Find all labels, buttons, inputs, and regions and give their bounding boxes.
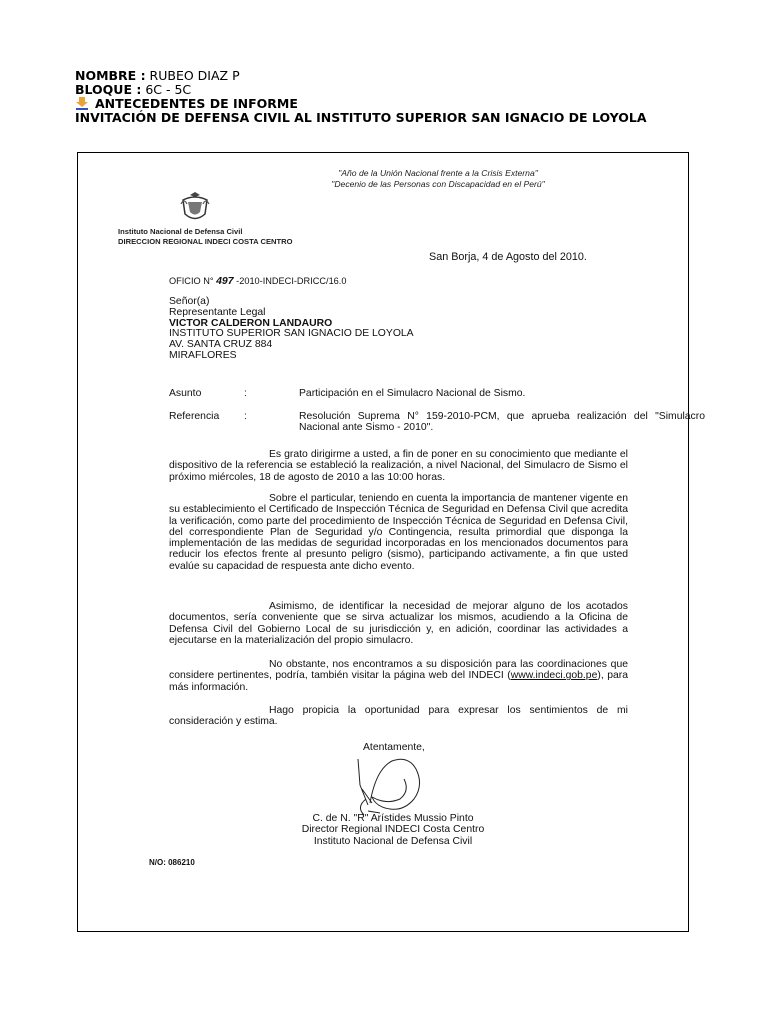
subtitle: INVITACIÓN DE DEFENSA CIVIL AL INSTITUTO SUPERIOR SAN IGNACIO DE LOYOLA [75, 110, 647, 125]
paragraph-1-text: Es grato dirigirme a usted, a fin de poner en su conocimiento que mediante el dispositivo de la referencia se estableció la realización, a nivel Nacional, del Simulacro de Sismo el próximo miércoles, 18 de agosto de 2010 a las 10:00 horas. [169, 449, 628, 483]
block-line [75, 83, 191, 97]
recipient-street: AV. SANTA CRUZ 884 [169, 339, 273, 351]
oficio-suffix: -2010-INDECI-DRICC/16.0 [236, 276, 347, 286]
paragraph-4-text-a: No obstante, nos encontramos a su disposición para las coordinaciones que considere pertinentes, podría, también visitar la página web del INDECI ( [169, 659, 628, 682]
oficio-line [169, 276, 346, 287]
paragraph-4 [169, 659, 628, 693]
letter-frame [77, 152, 705, 932]
paragraph-5-text: Hago propicia la oportunidad para expresar los sentimientos de mi consideración y estima. [169, 705, 628, 728]
signer-block [293, 813, 493, 847]
handwritten-signature [346, 755, 436, 819]
indeci-website-link[interactable]: www.indeci.gob.pe [510, 670, 598, 682]
recipient-role: Representante Legal [169, 306, 266, 318]
section-title: ANTECEDENTES DE INFORME [95, 96, 298, 111]
asunto-value: Participación en el Simulacro Nacional de Sismo. [299, 388, 526, 399]
paragraph-5 [169, 705, 628, 728]
motto-line-2: "Decenio de las Personas con Discapacidad en el Perú" [331, 178, 545, 189]
subtitle-line [75, 111, 647, 125]
recipient-block [169, 297, 414, 362]
coat-of-arms-icon [180, 190, 210, 224]
recipient-salutation: Señor(a) [169, 296, 210, 307]
paragraph-4-text-b: ), para más información. [169, 670, 629, 693]
name-line [75, 69, 240, 83]
referencia-colon: : [244, 411, 247, 422]
motto-line-1: "Año de la Unión Nacional frente a la Crisis Externa" [338, 168, 538, 178]
reference-number: N/O: 086210 [149, 858, 195, 867]
signer-title: Director Regional INDECI Costa Centro [301, 824, 485, 836]
section-title-line [75, 97, 298, 111]
recipient-institution: INSTITUTO SUPERIOR SAN IGNACIO DE LOYOLA [169, 328, 414, 340]
block-label: BLOQUE : [75, 82, 142, 97]
referencia-label: Referencia [169, 411, 220, 422]
direction-name: DIRECCION REGIONAL INDECI COSTA CENTRO [118, 236, 293, 246]
signer-name: C. de N. "R" Arístides Mussio Pinto [312, 813, 474, 824]
name-label: NOMBRE : [75, 68, 146, 83]
oficio-number: 497 [216, 275, 234, 287]
paragraph-2-text: Sobre el particular, teniendo en cuenta la importancia de mantener vigente en su establecimiento el Certificado de Inspección Técnica de Seguridad en Defensa Civil que acredita la verificación, como parte del procedimiento de Inspección Técnica de Seguridad en Defensa Civil, del correspondiente Plan de Seguridad y/o Contingencia, resulta primordial que disponga la implementación de las medidas de seguridad incorporadas en los mencionados documentos para reducir los efectos frente al presunto peligro (sismo), participando activamente, a fin que usted evalúe su capacidad de respuesta ante dicho evento. [169, 493, 628, 572]
oficio-prefix: OFICIO N° [169, 276, 214, 286]
referencia-value: Resolución Suprema N° 159-2010-PCM, que aprueba realización del "Simulacro Nacional ante Sismo - 2010". [299, 411, 705, 434]
arrow-bullet-icon [75, 97, 89, 110]
recipient-district: MIRAFLORES [169, 349, 237, 361]
paragraph-3-text: Asimismo, de identificar la necesidad de mejorar alguno de los acotados documentos, sería conveniente que se sirva actualizar los mismos, acudiendo a la Oficina de Defensa Civil del Gobierno Local de su jurisdicción y, en adición, coordinar las actividades a ejecutarse en la materialización del propio simulacro. [169, 601, 628, 646]
name-value: RUBEO DIAZ P [145, 68, 240, 83]
asunto-label: Asunto [169, 388, 202, 399]
closing: Atentamente, [363, 742, 425, 753]
institution-block [118, 227, 293, 246]
paragraph-3 [169, 601, 628, 646]
paragraph-2 [169, 493, 628, 572]
institution-name: Instituto Nacional de Defensa Civil [118, 227, 243, 236]
asunto-colon: : [244, 388, 247, 399]
recipient-name: VICTOR CALDERON LANDAURO [169, 317, 333, 329]
place-date: San Borja, 4 de Agosto del 2010. [429, 251, 587, 263]
block-value: 6C - 5C [141, 82, 192, 97]
paragraph-1 [169, 449, 628, 483]
motto [288, 168, 588, 189]
signer-institution: Instituto Nacional de Defensa Civil [313, 835, 473, 847]
letter-body [78, 153, 705, 931]
